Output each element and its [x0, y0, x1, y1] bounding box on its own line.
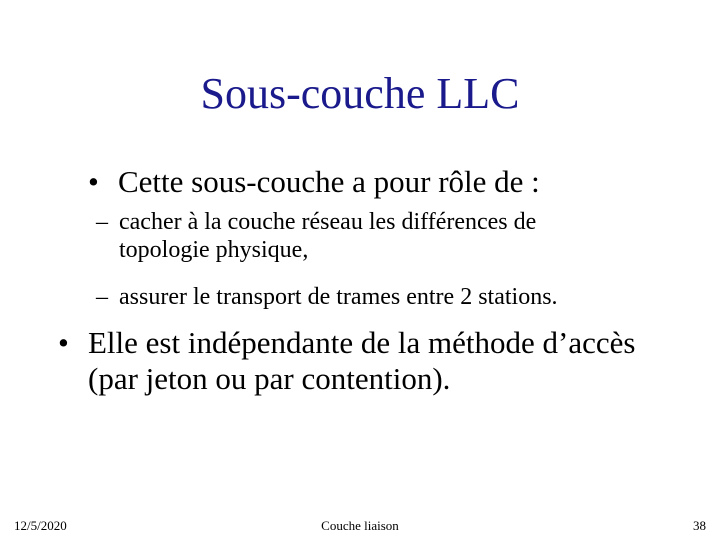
- sub-bullet-marker: –: [96, 284, 108, 310]
- bullet-1: [88, 164, 688, 200]
- bullet-2: [58, 325, 668, 397]
- sub-bullet-1: [96, 208, 631, 264]
- footer-page-number: 38: [693, 518, 706, 533]
- sub-bullet-2: [96, 283, 696, 311]
- slide-title: Sous-couche LLC: [200, 69, 520, 118]
- bullet-marker: •: [88, 164, 99, 199]
- footer-title: Couche liaison: [321, 518, 399, 533]
- bullet-text: Cette sous-couche a pour rôle de :: [118, 164, 540, 199]
- bullet-text: Elle est indépendante de la méthode d’accès (par jeton ou par contention).: [88, 325, 636, 396]
- sub-bullet-marker: –: [96, 209, 108, 235]
- sub-bullet-text: assurer le transport de trames entre 2 stations.: [119, 284, 558, 310]
- bullet-marker: •: [58, 325, 69, 360]
- footer-date: 12/5/2020: [14, 518, 67, 533]
- sub-bullet-text: cacher à la couche réseau les différences de topologie physique,: [119, 209, 537, 263]
